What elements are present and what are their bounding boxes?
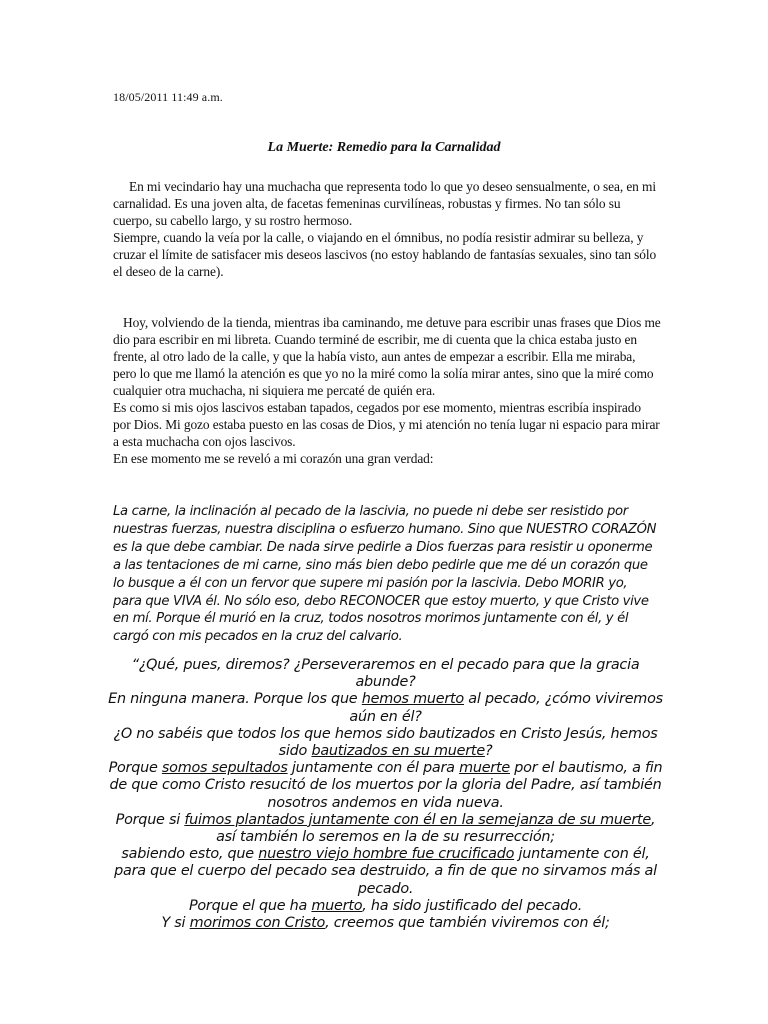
verse-text: juntamente con él para bbox=[287, 760, 460, 777]
verse-text: , así también lo seremos en la de su resurrección; bbox=[216, 811, 656, 846]
paragraph-1-text-a: En mi vecindario hay una muchacha que representa todo lo que yo deseo sensualmente, o sea, en mi carnalidad. Es una joven alta, de facetas femeninas curvilíneas, robustas y firmes. No tan sólo su cuerpo, su cabello largo, y su rostro hermoso. bbox=[113, 179, 656, 228]
verse-line bbox=[108, 898, 663, 915]
verse-text: , creemos que también viviremos con él; bbox=[325, 915, 610, 932]
verse-line bbox=[108, 846, 663, 898]
verse-underline: morimos con Cristo bbox=[189, 915, 326, 932]
paragraph-2-text-a: Hoy, volviendo de la tienda, mientras iba caminando, me detuve para escribir unas frases que Dios me dio para escribir en mi libreta. Cuando terminé de escribir, me di cuenta que la chica estaba justo en frente, al otro lado de la calle, y que la había visto, aun antes de empezar a escribir. Ella me miraba, pero lo que me llamó la atención es que yo no la miré como la solía mirar antes, sino que la miré como cualquier otra muchacha, ni siquiera me percaté de quién era. bbox=[113, 315, 661, 398]
verse-text: Y si bbox=[161, 915, 190, 932]
verse-text: sabiendo esto, que bbox=[121, 846, 259, 863]
verse-text: , ha sido justificado del pecado. bbox=[362, 897, 583, 914]
verse-underline: muerto bbox=[311, 897, 363, 914]
verse-text: ¿O no sabéis que todos los que hemos sido bautizados en Cristo Jesús, hemos sido bbox=[113, 725, 658, 760]
verse-text: Porque si bbox=[115, 811, 185, 828]
verse-underline: somos sepultados bbox=[161, 760, 288, 777]
verse-text: al pecado, ¿cómo viviremos aún en él? bbox=[349, 691, 663, 725]
verse-underline: bautizados en su muerte bbox=[311, 743, 485, 760]
verse-text: Porque bbox=[108, 760, 162, 777]
paragraph-2-text-b: Es como si mis ojos lascivos estaban tapados, cegados por ese momento, mientras escribía inspirado por Dios. Mi gozo estaba puesto en las cosas de Dios, y mi atención no tenía lugar ni espacio para mirar a esta muchacha con ojos lascivos. bbox=[113, 400, 660, 449]
paragraph-2 bbox=[113, 314, 661, 467]
verse-line bbox=[108, 691, 663, 725]
paragraph-1-text-b: Siempre, cuando la veía por la calle, o viajando en el ómnibus, no podía resistir admirar su belleza, y cruzar el límite de satisfacer mis deseos lascivos (no estoy hablando de fantasías sexuales, sino tan sólo el deseo de la carne). bbox=[113, 230, 657, 279]
paragraph-2-text-c: En ese momento me se reveló a mi corazón una gran verdad: bbox=[113, 451, 434, 466]
verse-underline: nuestro viejo hombre fue crucificado bbox=[258, 846, 515, 863]
verse-underline: fuimos plantados juntamente con él en la semejanza de su muerte bbox=[184, 811, 651, 828]
verse-line bbox=[108, 915, 663, 932]
verse-text: “¿Qué, pues, diremos? ¿Perseveraremos en el pecado para que la gracia abunde? bbox=[131, 657, 640, 691]
verse-line bbox=[108, 760, 663, 812]
document-date: 18/05/2011 11:49 a.m. bbox=[113, 90, 223, 104]
verse-text: por el bautismo, a fin de que como Cristo resucitó de los muertos por la gloria del Padre, así también nosotros andemos en vida nueva. bbox=[109, 760, 663, 811]
verse-line bbox=[108, 812, 663, 846]
verse-underline: hemos muerto bbox=[361, 691, 464, 708]
verse-line bbox=[108, 726, 663, 760]
scripture-quote bbox=[108, 657, 663, 932]
verse-line bbox=[108, 657, 663, 691]
italic-reflection: La carne, la inclinación al pecado de la lascivia, no puede ni debe ser resistido por nuestras fuerzas, nuestra disciplina o esfuerzo humano. Sino que NUESTRO CORAZÓN es la que debe cambiar. De nada sirve pedirle a Dios fuerzas para resistir u oponerme a las tentaciones de mi carne, sino más bien debo pedirle que me dé un corazón que lo busque a él con un fervor que supere mi pasión por la lascivia. Debo MORIR yo, para que VIVA él. No sólo eso, debo RECONOCER que estoy muerto, y que Cristo vive en mí. Porque él murió en la cruz, todos nosotros morimos juntamente con él, y él cargó con mis pecados en la cruz del calvario. bbox=[113, 504, 657, 645]
paragraph-1 bbox=[113, 178, 661, 280]
verse-text: juntamente con él, para que el cuerpo del pecado sea destruido, a fin de que no sirvamos más al pecado. bbox=[114, 846, 657, 897]
verse-underline: muerte bbox=[459, 760, 510, 777]
verse-text: Porque el que ha bbox=[188, 897, 312, 914]
document-title: La Muerte: Remedio para la Carnalidad bbox=[267, 140, 501, 155]
verse-text: En ninguna manera. Porque los que bbox=[108, 691, 362, 708]
verse-text: ? bbox=[484, 743, 493, 760]
